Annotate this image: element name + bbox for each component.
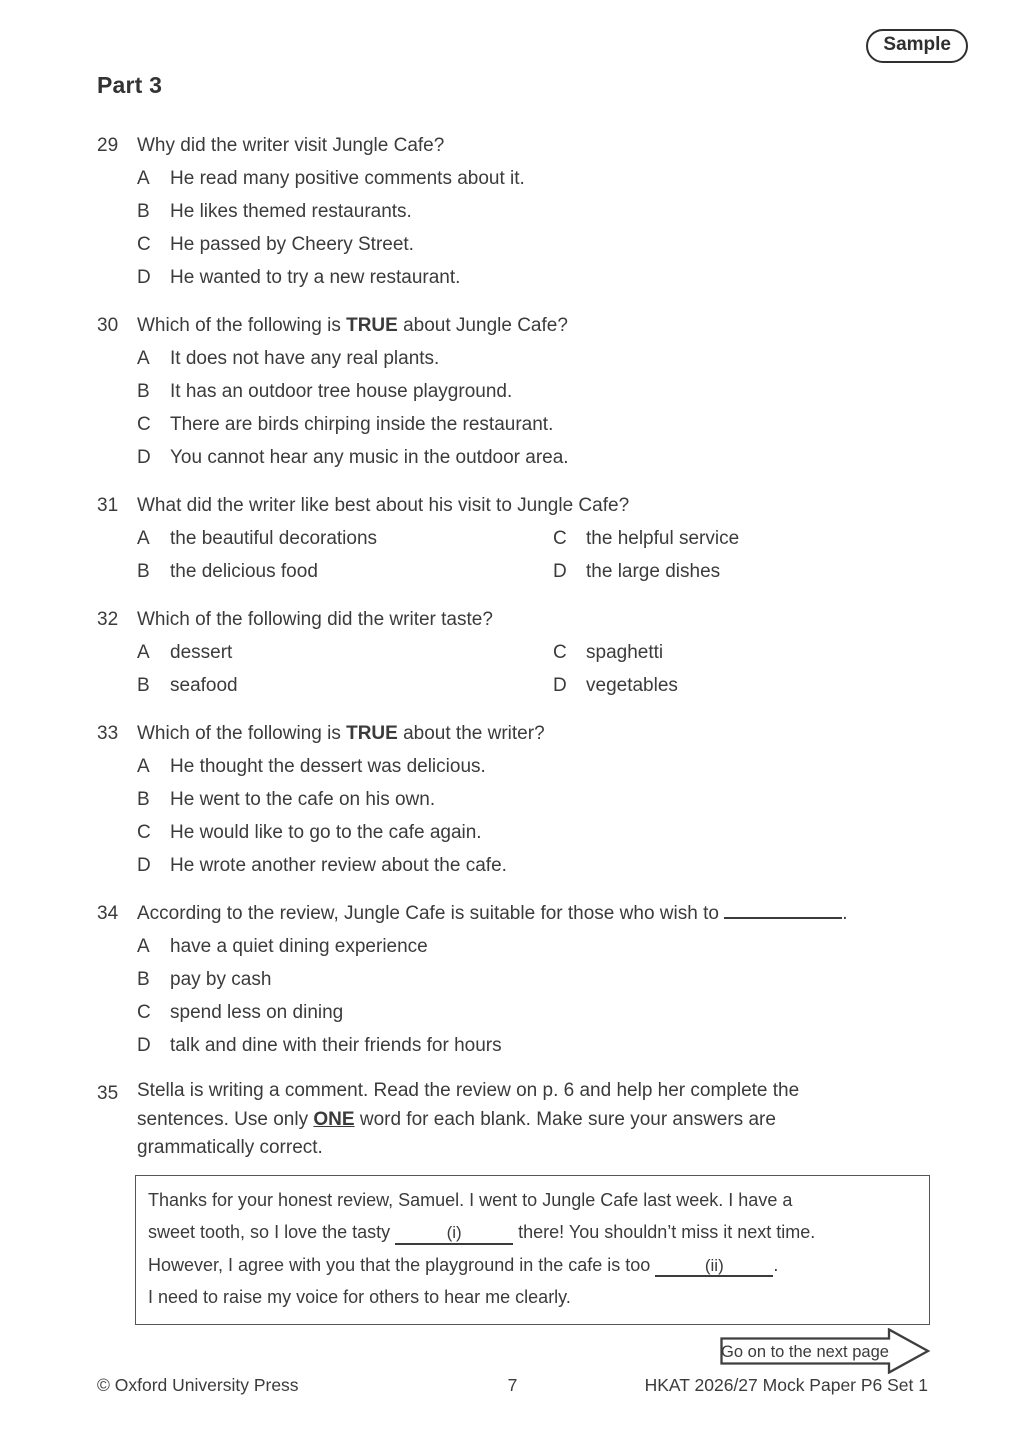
option-letter: C (553, 642, 567, 663)
option-32-a (137, 636, 553, 669)
option-34-a (137, 930, 934, 963)
question-32 (97, 603, 934, 702)
option-31-d (553, 555, 934, 588)
question-number: 34 (97, 903, 119, 924)
option-text: the helpful service (586, 528, 740, 549)
option-31-b (137, 555, 553, 588)
option-letter: A (137, 168, 150, 189)
question-text: Which of the following did the writer taste? (137, 609, 493, 630)
option-letter: C (553, 528, 567, 549)
question-34 (97, 897, 934, 1062)
next-page-arrow (720, 1328, 932, 1374)
option-text: spend less on dining (170, 1002, 344, 1023)
option-text: He went to the cafe on his own. (170, 789, 436, 810)
option-34-c (137, 996, 934, 1029)
option-text: the beautiful decorations (170, 528, 378, 549)
option-text: the large dishes (586, 561, 721, 582)
option-letter: A (137, 936, 150, 957)
question-text: Which of the following is TRUE about the writer? (137, 723, 545, 744)
option-letter: B (137, 561, 150, 582)
comment-line-3: However, I agree with you that the playground in the cafe is too (ii) . (148, 1249, 917, 1282)
option-text: It has an outdoor tree house playground. (170, 381, 513, 402)
option-letter: C (137, 234, 151, 255)
option-letter: A (137, 756, 150, 777)
option-letter: B (137, 381, 150, 402)
option-letter: A (137, 528, 150, 549)
option-29-a (137, 162, 934, 195)
option-letter: B (137, 969, 150, 990)
page-number: 7 (507, 1375, 518, 1395)
question-33 (97, 717, 934, 882)
option-32-b (137, 669, 553, 702)
paper-reference: HKAT 2026/27 Mock Paper P6 Set 1 (644, 1375, 928, 1395)
arrow-right-icon (720, 1328, 932, 1374)
option-text: seafood (170, 675, 238, 696)
option-letter: D (553, 561, 567, 582)
fill-blank-ii: (ii) (655, 1257, 773, 1278)
option-text: You cannot hear any music in the outdoor area. (170, 447, 569, 468)
option-text: spaghetti (586, 642, 664, 663)
answer-blank (724, 899, 842, 919)
option-text: He would like to go to the cafe again. (170, 822, 482, 843)
option-30-c (137, 408, 934, 441)
option-text: He passed by Cheery Street. (170, 234, 414, 255)
option-30-a (137, 342, 934, 375)
option-letter: A (137, 642, 150, 663)
option-letter: D (137, 447, 151, 468)
option-32-c (553, 636, 934, 669)
option-letter: D (137, 855, 151, 876)
option-text: It does not have any real plants. (170, 348, 440, 369)
question-35 (97, 1077, 934, 1325)
option-text: the delicious food (170, 561, 318, 582)
part-heading: Part 3 (97, 72, 163, 98)
question-instruction: Stella is writing a comment. Read the review on p. 6 and help her complete the sentences. Use only ONE word for each blank. Make sure your answers are grammatically correct. (137, 1080, 800, 1158)
option-30-b (137, 375, 934, 408)
question-number: 33 (97, 723, 119, 744)
option-31-a (137, 522, 553, 555)
option-text: dessert (170, 642, 233, 663)
copyright-text: © Oxford University Press (97, 1375, 299, 1395)
option-text: He likes themed restaurants. (170, 201, 412, 222)
comment-line-4: I need to raise my voice for others to hear me clearly. (148, 1287, 571, 1307)
question-31 (97, 489, 934, 588)
option-text: He wrote another review about the cafe. (170, 855, 507, 876)
question-number: 32 (97, 609, 119, 630)
option-29-d (137, 261, 934, 294)
sample-badge: Sample (866, 29, 968, 63)
option-text: talk and dine with their friends for hours (170, 1035, 502, 1056)
option-31-c (553, 522, 934, 555)
option-33-b (137, 783, 934, 816)
option-letter: B (137, 675, 150, 696)
option-33-a (137, 750, 934, 783)
emphasized-word: ONE (313, 1108, 355, 1130)
page-content (97, 72, 934, 1340)
question-text: What did the writer like best about his visit to Jungle Cafe? (137, 495, 630, 516)
option-letter: C (137, 414, 151, 435)
option-text: pay by cash (170, 969, 272, 990)
option-text: vegetables (586, 675, 678, 696)
fill-blank-i: (i) (395, 1224, 513, 1245)
option-33-c (137, 816, 934, 849)
question-30 (97, 309, 934, 474)
option-33-d (137, 849, 934, 882)
option-letter: B (137, 789, 150, 810)
question-number: 35 (97, 1083, 119, 1104)
option-32-d (553, 669, 934, 702)
question-text: According to the review, Jungle Cafe is suitable for those who wish to . (137, 897, 847, 930)
question-number: 30 (97, 315, 119, 336)
question-text: Why did the writer visit Jungle Cafe? (137, 135, 445, 156)
comment-line-1: Thanks for your honest review, Samuel. I went to Jungle Cafe last week. I have a (148, 1189, 793, 1210)
option-letter: D (553, 675, 567, 696)
option-letter: C (137, 822, 151, 843)
option-letter: D (137, 267, 151, 288)
next-page-label: Go on to the next page (721, 1343, 889, 1361)
option-30-d (137, 441, 934, 474)
question-text: Which of the following is TRUE about Jungle Cafe? (137, 315, 568, 336)
option-text: He thought the dessert was delicious. (170, 756, 486, 777)
option-text: He read many positive comments about it. (170, 168, 525, 189)
comment-line-2: sweet tooth, so I love the tasty (i) there! You shouldn’t miss it next time. (148, 1216, 917, 1249)
option-34-d (137, 1029, 934, 1062)
comment-box (135, 1175, 930, 1325)
option-letter: D (137, 1035, 151, 1056)
option-letter: C (137, 1002, 151, 1023)
question-29 (97, 129, 934, 294)
option-letter: B (137, 201, 150, 222)
option-text: He wanted to try a new restaurant. (170, 267, 461, 288)
option-letter: A (137, 348, 150, 369)
option-29-b (137, 195, 934, 228)
option-text: There are birds chirping inside the restaurant. (170, 414, 554, 435)
question-number: 31 (97, 495, 119, 516)
question-number: 29 (97, 135, 119, 156)
option-29-c (137, 228, 934, 261)
option-34-b (137, 963, 934, 996)
option-text: have a quiet dining experience (170, 936, 428, 957)
